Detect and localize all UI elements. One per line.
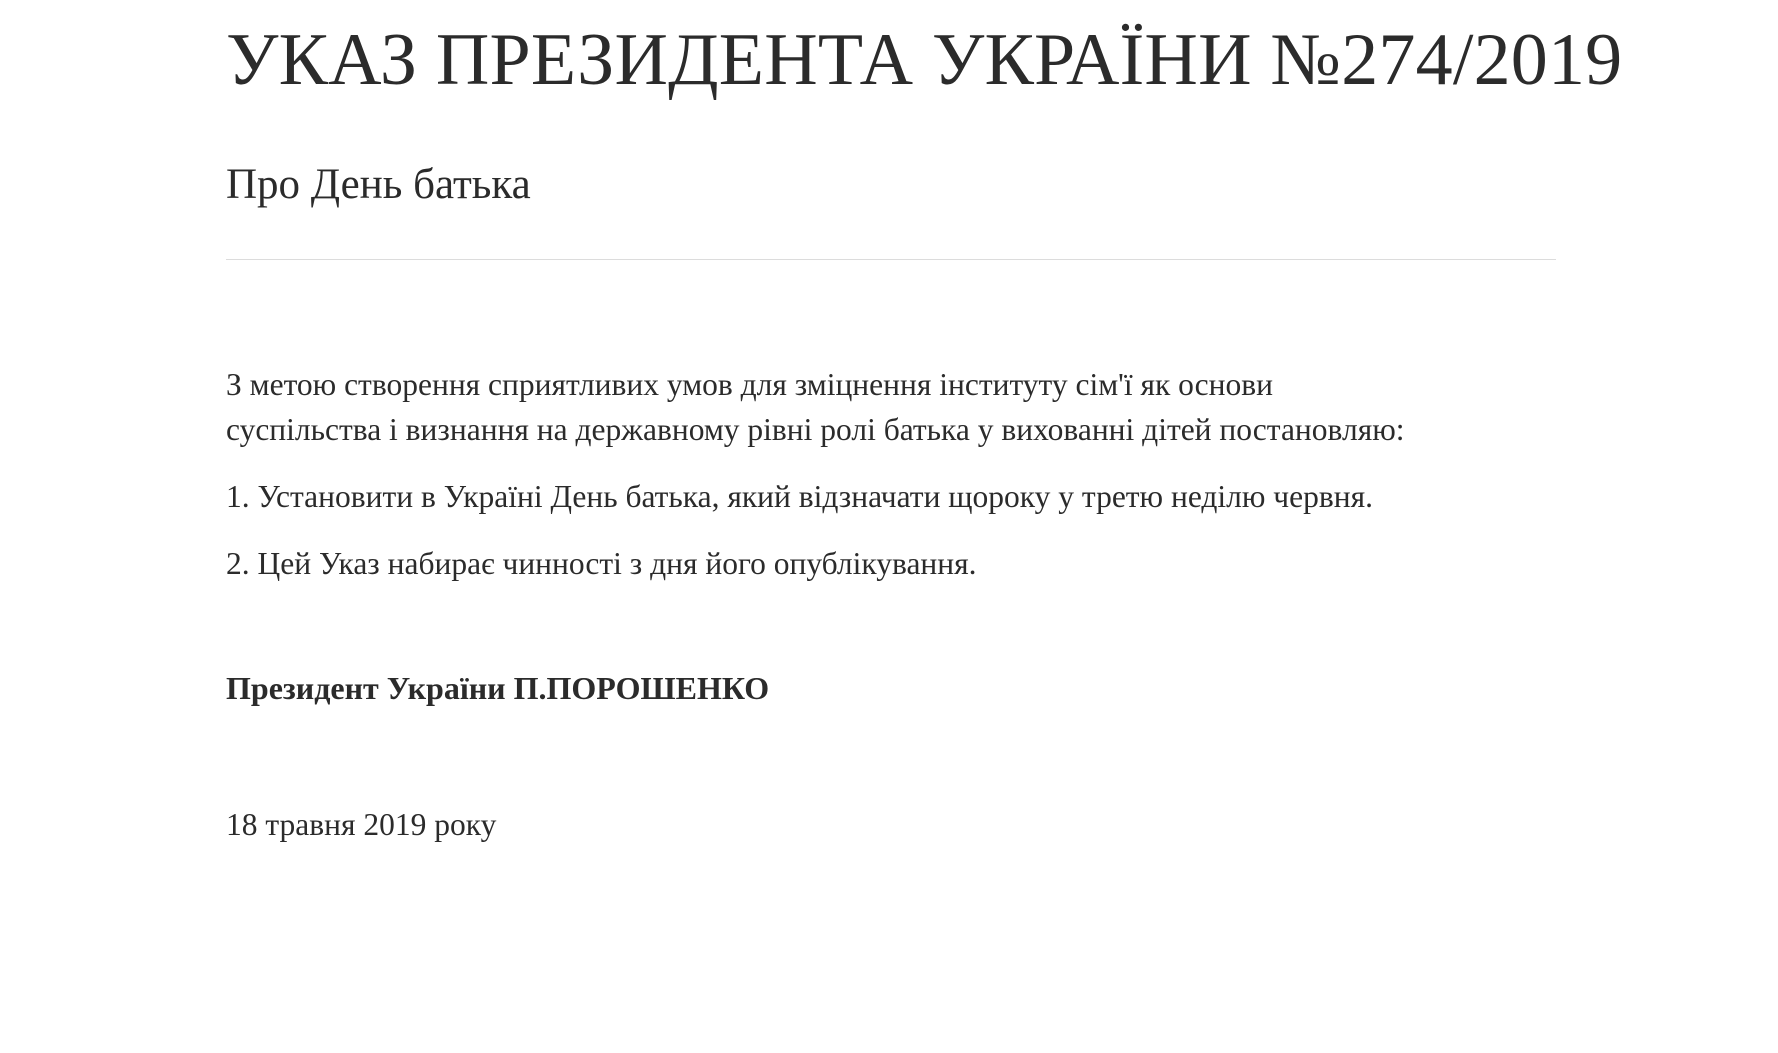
decree-item-1: 1. Установити в Україні День батька, який відзначати щороку у третю неділю червня. (226, 479, 1373, 514)
divider (226, 259, 1556, 260)
page-subtitle: Про День батька (226, 161, 531, 208)
signature: Президент України П.ПОРОШЕНКО (226, 670, 770, 706)
decree-item-2: 2. Цей Указ набирає чинності з дня його опублікування. (226, 546, 977, 581)
intro-line: суспільства і визнання на державному рівні ролі батька у вихованні дітей постановляю: (226, 412, 1405, 447)
document-content (226, 0, 1623, 847)
decree-date: 18 травня 2019 року (226, 807, 497, 842)
intro-line: З метою створення сприятливих умов для зміцнення інституту сім'ї як основи (226, 367, 1274, 402)
decree-body (226, 362, 1566, 586)
page-title: УКАЗ ПРЕЗИДЕНТА УКРАЇНИ №274/2019 (226, 19, 1623, 101)
intro-paragraph (226, 362, 1566, 452)
